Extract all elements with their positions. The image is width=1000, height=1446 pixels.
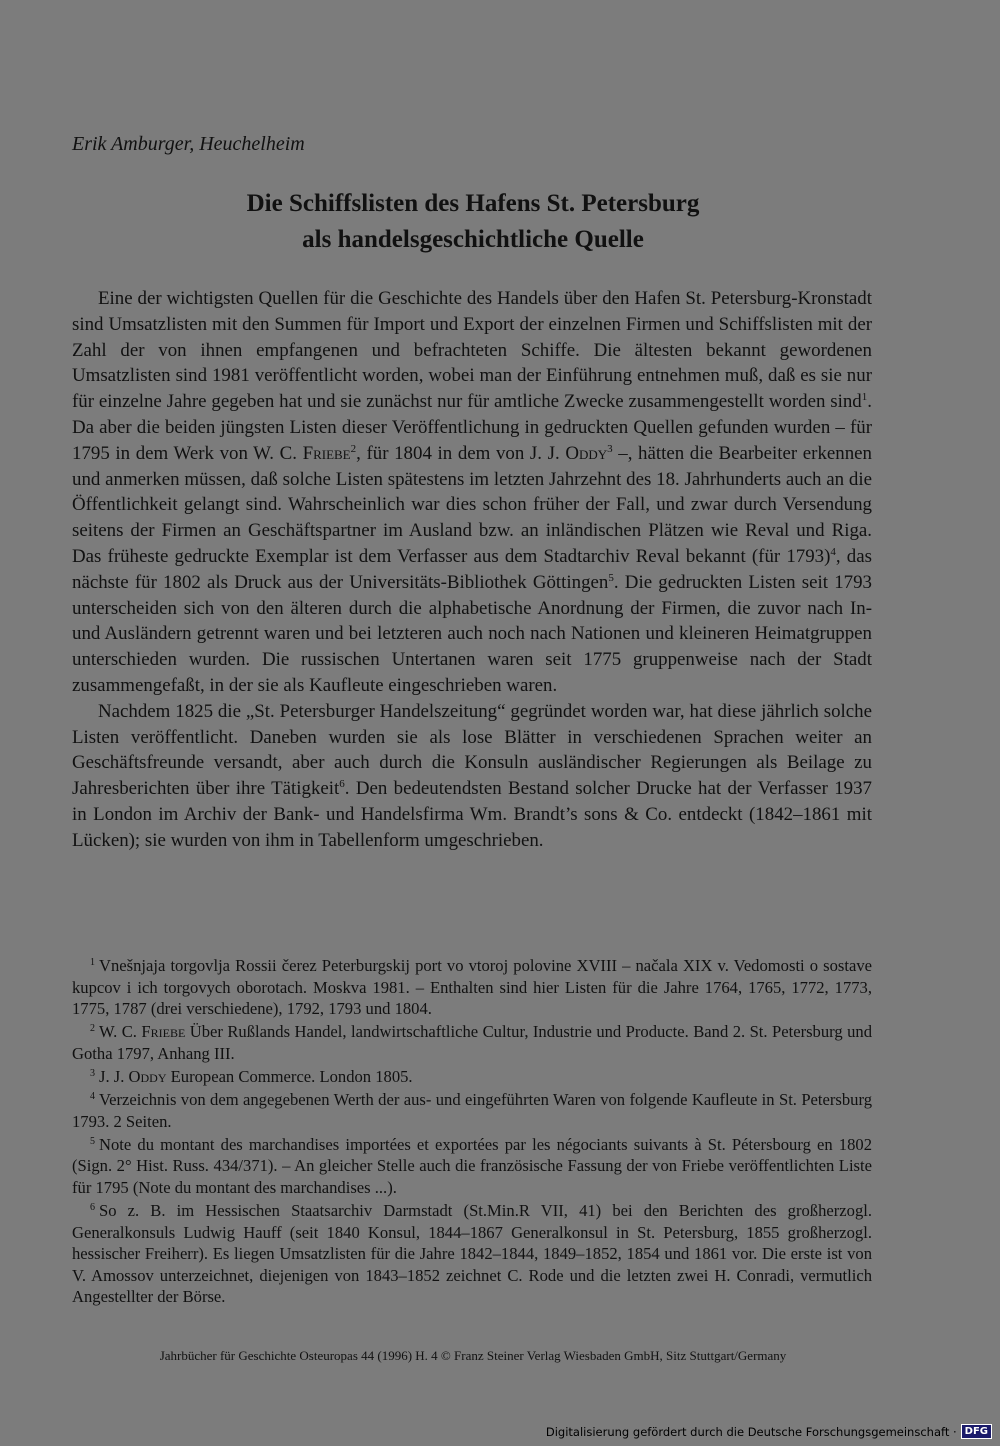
- article-body: [72, 286, 872, 854]
- body-paragraph-1: Eine der wichtigsten Quellen für die Geschichte des Handels über den Hafen St. Petersburg-Kronstadt sind Umsatzlisten mit den Summen für Import und Export der einzelnen Firmen und Schiffslisten mit der Zahl der von ihnen empfangenen und befrachteten Schiffe. Die ältesten bekannt gewordenen Umsatzlisten sind 1981 veröffentlicht worden, wobei man der Einführung entnehmen muß, daß es sie nur für einzelne Jahre gegeben hat und sie zunächst nur für amtliche Zwecke zusammengestellt worden sind$^1$. Da aber die beiden jüngsten Listen dieser Veröffentlichung in gedruckten Quellen gefunden wurden – für 1795 in dem Werk von W. C. Friebe$^2$, für 1804 in dem von J. J. Oddy$^3$ –, hätten die Bearbeiter erkennen und anmerken müssen, daß solche Listen spätestens im letzten Jahrzehnt des 18. Jahrhunderts auch an die Öffentlichkeit gelangt sind. Wahrscheinlich war dies schon früher der Fall, und zwar durch Versendung seitens der Firmen an Geschäftspartner im Ausland bzw. an inländischen Plätzen wie Reval und Riga. Das früheste gedruckte Exemplar ist dem Verfasser aus dem Stadtarchiv Reval bekannt (für 1793)$^4$, das nächste für 1802 als Druck aus der Universitäts-Bibliothek Göttingen$^5$. Die gedruckten Listen seit 1793 unterscheiden sich von den älteren durch die alphabetische Anordnung der Firmen, die zuvor nach In- und Ausländern getrennt waren und bei letzteren auch noch nach Nationen und kleineren Heimatgruppen unterschieden wurden. Die russischen Untertanen waren seit 1775 gruppenweise nach der Stadt zusammengefaßt, in der sie als Kaufleute eingeschrieben waren.: [72, 288, 873, 696]
- journal-citation: Jahrbücher für Geschichte Osteuropas 44 (1996) H. 4 © Franz Steiner Verlag Wiesbaden GmbH, Sitz Stuttgart/Germany: [159, 1348, 787, 1363]
- footnote-ref-5: 5: [608, 571, 614, 584]
- dfg-logo: DFG: [961, 1424, 992, 1439]
- footnote-number: 1: [90, 957, 95, 968]
- author-name-friebe: Friebe: [302, 442, 351, 464]
- footnote-text: So z. B. im Hessischen Staatsarchiv Darmstadt (St.Min.R VII, 41) bei den Berichten des großherzogl. Generalkonsuls Ludwig Hauff (seit 1840 Konsul, 1844–1867 Generalkonsul in St. Petersburg, 1855 großherzogl. hessischer Freiherr). Es liegen Umsatzlisten für die Jahre 1842–1844, 1849–1852, 1854 und 1861 vor. Die erste ist von V. Amossov unterzeichnet, diejenigen von 1843–1852 zeichnet C. Rode und die letzten zwei H. Conradi, vermutlich Angestellter der Börse.: [72, 1201, 872, 1307]
- footnote-text: European Commerce. London 1805.: [166, 1066, 413, 1086]
- footnote-text: Über Rußlands Handel, landwirtschaftliche Cultur, Industrie und Producte. Band 2. St. Petersburg und Gotha 1797, Anhang III.: [72, 1022, 872, 1063]
- author-name-oddy: Oddy: [565, 442, 608, 464]
- footnote-2: $^2$ W. C. Friebe Über Rußlands Handel, landwirtschaftliche Cultur, Industrie und Producte. Band 2. St. Petersburg und Gotha 1797, Anhang III.: [72, 1022, 872, 1063]
- footnote-number: 5: [90, 1135, 95, 1147]
- title-line-1: Die Schiffslisten des Hafens St. Petersburg: [246, 190, 700, 217]
- footnote-author: Oddy: [128, 1066, 167, 1086]
- dfg-notice-text: Digitalisierung gefördert durch die Deutsche Forschungsgemeinschaft ·: [545, 1424, 957, 1439]
- title-line-2: als handelsgeschichtliche Quelle: [302, 226, 644, 253]
- footnote-ref-2: 2: [350, 442, 357, 455]
- footnote-number: 3: [90, 1067, 95, 1079]
- footnote-text: Verzeichnis von dem angegebenen Werth der aus- und eingeführten Waren von folgende Kaufleute in St. Petersburg 1793. 2 Seiten.: [72, 1090, 872, 1131]
- author-line: Erik Amburger, Heuchelheim: [72, 133, 305, 155]
- footnote-5: [72, 1134, 872, 1199]
- footnote-number: 6: [90, 1202, 95, 1214]
- footnote-number: 2: [90, 1023, 95, 1035]
- footnote-text: Vnešnjaja torgovlja Rossii čerez Peterburgskij port vo vtoroj polovine XVIII – načala XIX v. Vedomosti o sostave kupcov i ich torgovych oborotach. Moskva 1981. – Enthalten sind hier Listen für die Jahre 1764, 1765, 1772, 1773, 1775, 1787 (drei verschiedene), 1792, 1793 und 1804.: [72, 956, 872, 1019]
- footnote-3: $^3$ J. J. Oddy European Commerce. London 1805.: [90, 1066, 413, 1086]
- digitization-notice: [546, 1424, 992, 1439]
- footnote-4: [72, 1089, 872, 1132]
- footnotes: [72, 955, 872, 1310]
- footnote-ref-4: 4: [830, 545, 836, 558]
- footnote-ref-6: 6: [339, 778, 345, 791]
- body-paragraph-2: Nachdem 1825 die „St. Petersburger Handelszeitung“ gegründet worden war, hat diese jährlich solche Listen veröffentlicht. Daneben wurden sie als lose Blätter in verschiedenen Sprachen weiter an Geschäftsfreunde versandt, aber auch durch die Konsuln ausländischer Regierungen als Beilage zu Jahresberichten über ihre Tätigkeit$^6$. Den bedeutendsten Bestand solcher Drucke hat der Verfasser 1937 in London im Archiv der Bank- und Handelsfirma Wm. Brandt’s sons & Co. entdeckt (1842–1861 mit Lücken); sie wurden von ihm in Tabellenform umgeschrieben.: [72, 700, 872, 851]
- article-title: [0, 186, 946, 258]
- footnote-author: Friebe: [141, 1022, 186, 1042]
- footnote-ref-3: 3: [607, 442, 613, 455]
- footnote-6: [72, 1200, 872, 1308]
- footnote-ref-1: 1: [861, 391, 868, 404]
- footnote-number: 4: [90, 1091, 95, 1103]
- footnote-text: Note du montant des marchandises importées et exportées par les négociants suivants à St. Pétersbourg en 1802 (Sign. 2° Hist. Russ. 434/371). – An gleicher Stelle auch die französische Fassung der von Friebe veröffentlichten Liste für 1795 (Note du montant des marchandises ...).: [72, 1134, 872, 1197]
- footnote-1: [72, 955, 872, 1020]
